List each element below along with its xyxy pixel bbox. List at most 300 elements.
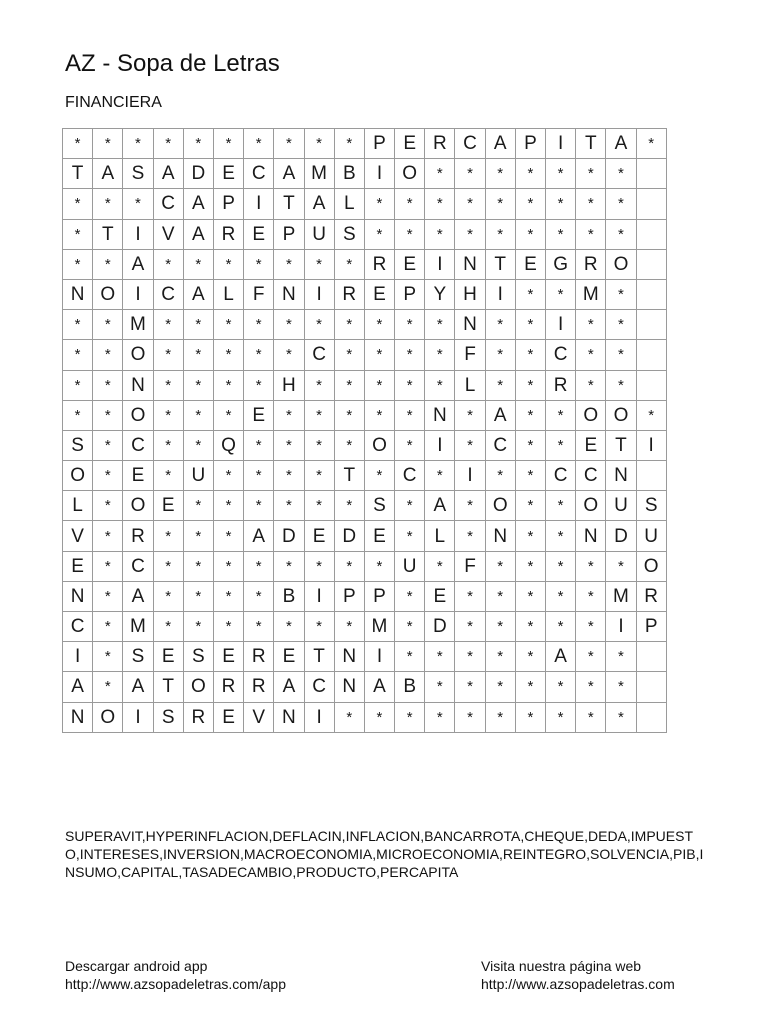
grid-cell[interactable]: I: [606, 612, 636, 642]
grid-cell[interactable]: *: [334, 310, 364, 340]
grid-cell[interactable]: *: [183, 581, 213, 611]
grid-cell[interactable]: *: [395, 430, 425, 460]
grid-cell[interactable]: *: [546, 521, 576, 551]
grid-cell[interactable]: R: [244, 672, 274, 702]
grid-cell[interactable]: [636, 672, 666, 702]
grid-cell[interactable]: *: [93, 642, 123, 672]
grid-cell[interactable]: P: [274, 219, 304, 249]
grid-cell[interactable]: *: [576, 159, 606, 189]
grid-cell[interactable]: *: [153, 249, 183, 279]
grid-cell[interactable]: *: [636, 129, 666, 159]
grid-cell[interactable]: N: [274, 702, 304, 732]
grid-cell[interactable]: M: [304, 159, 334, 189]
grid-cell[interactable]: R: [334, 279, 364, 309]
grid-cell[interactable]: S: [123, 159, 153, 189]
grid-cell[interactable]: F: [455, 551, 485, 581]
grid-cell[interactable]: *: [304, 491, 334, 521]
grid-cell[interactable]: B: [395, 672, 425, 702]
grid-cell[interactable]: I: [304, 581, 334, 611]
grid-cell[interactable]: *: [485, 612, 515, 642]
grid-cell[interactable]: E: [213, 702, 243, 732]
grid-cell[interactable]: *: [606, 219, 636, 249]
grid-cell[interactable]: T: [93, 219, 123, 249]
grid-cell[interactable]: *: [455, 521, 485, 551]
grid-cell[interactable]: *: [395, 612, 425, 642]
grid-cell[interactable]: *: [364, 702, 394, 732]
grid-cell[interactable]: *: [606, 702, 636, 732]
grid-cell[interactable]: C: [153, 279, 183, 309]
grid-cell[interactable]: *: [515, 581, 545, 611]
grid-cell[interactable]: *: [183, 370, 213, 400]
grid-cell[interactable]: *: [153, 430, 183, 460]
grid-cell[interactable]: A: [123, 672, 153, 702]
grid-cell[interactable]: *: [93, 551, 123, 581]
grid-cell[interactable]: *: [395, 702, 425, 732]
grid-cell[interactable]: R: [213, 672, 243, 702]
grid-cell[interactable]: B: [334, 159, 364, 189]
grid-cell[interactable]: *: [274, 551, 304, 581]
grid-cell[interactable]: *: [244, 612, 274, 642]
grid-cell[interactable]: *: [515, 279, 545, 309]
grid-cell[interactable]: *: [183, 340, 213, 370]
grid-cell[interactable]: *: [425, 672, 455, 702]
grid-cell[interactable]: *: [576, 642, 606, 672]
grid-cell[interactable]: *: [425, 189, 455, 219]
grid-cell[interactable]: R: [183, 702, 213, 732]
grid-cell[interactable]: *: [455, 400, 485, 430]
grid-cell[interactable]: A: [606, 129, 636, 159]
grid-cell[interactable]: E: [515, 249, 545, 279]
grid-cell[interactable]: V: [63, 521, 93, 551]
grid-cell[interactable]: *: [183, 491, 213, 521]
grid-cell[interactable]: *: [485, 702, 515, 732]
grid-cell[interactable]: C: [546, 461, 576, 491]
grid-cell[interactable]: A: [304, 189, 334, 219]
grid-cell[interactable]: *: [93, 310, 123, 340]
grid-cell[interactable]: O: [395, 159, 425, 189]
grid-cell[interactable]: O: [183, 672, 213, 702]
grid-cell[interactable]: [636, 642, 666, 672]
grid-cell[interactable]: *: [515, 310, 545, 340]
grid-cell[interactable]: L: [334, 189, 364, 219]
grid-cell[interactable]: *: [425, 159, 455, 189]
grid-cell[interactable]: *: [606, 159, 636, 189]
grid-cell[interactable]: *: [334, 551, 364, 581]
grid-cell[interactable]: O: [63, 461, 93, 491]
grid-cell[interactable]: S: [364, 491, 394, 521]
grid-cell[interactable]: M: [123, 612, 153, 642]
grid-cell[interactable]: *: [334, 702, 364, 732]
grid-cell[interactable]: D: [274, 521, 304, 551]
grid-cell[interactable]: *: [153, 581, 183, 611]
grid-cell[interactable]: O: [576, 400, 606, 430]
grid-cell[interactable]: [636, 159, 666, 189]
grid-cell[interactable]: C: [123, 430, 153, 460]
grid-cell[interactable]: E: [304, 521, 334, 551]
grid-cell[interactable]: *: [93, 189, 123, 219]
grid-cell[interactable]: *: [334, 612, 364, 642]
grid-cell[interactable]: *: [395, 521, 425, 551]
grid-cell[interactable]: *: [606, 672, 636, 702]
grid-cell[interactable]: N: [455, 310, 485, 340]
grid-cell[interactable]: *: [304, 129, 334, 159]
grid-cell[interactable]: *: [455, 189, 485, 219]
grid-cell[interactable]: I: [455, 461, 485, 491]
grid-cell[interactable]: *: [153, 612, 183, 642]
grid-cell[interactable]: *: [304, 461, 334, 491]
grid-cell[interactable]: [636, 461, 666, 491]
grid-cell[interactable]: U: [606, 491, 636, 521]
grid-cell[interactable]: *: [93, 672, 123, 702]
grid-cell[interactable]: [636, 370, 666, 400]
grid-cell[interactable]: *: [455, 581, 485, 611]
grid-cell[interactable]: T: [274, 189, 304, 219]
grid-cell[interactable]: *: [244, 551, 274, 581]
grid-cell[interactable]: *: [546, 491, 576, 521]
grid-cell[interactable]: A: [274, 159, 304, 189]
grid-cell[interactable]: A: [123, 249, 153, 279]
grid-cell[interactable]: A: [183, 219, 213, 249]
grid-cell[interactable]: *: [364, 310, 394, 340]
grid-cell[interactable]: *: [515, 159, 545, 189]
grid-cell[interactable]: A: [183, 189, 213, 219]
grid-cell[interactable]: *: [183, 551, 213, 581]
grid-cell[interactable]: Y: [425, 279, 455, 309]
grid-cell[interactable]: *: [455, 491, 485, 521]
grid-cell[interactable]: D: [425, 612, 455, 642]
grid-cell[interactable]: S: [123, 642, 153, 672]
grid-cell[interactable]: *: [455, 430, 485, 460]
grid-cell[interactable]: V: [244, 702, 274, 732]
grid-cell[interactable]: *: [515, 672, 545, 702]
grid-cell[interactable]: *: [485, 189, 515, 219]
grid-cell[interactable]: N: [455, 249, 485, 279]
grid-cell[interactable]: *: [213, 340, 243, 370]
grid-cell[interactable]: *: [364, 340, 394, 370]
grid-cell[interactable]: E: [153, 642, 183, 672]
grid-cell[interactable]: *: [425, 461, 455, 491]
grid-cell[interactable]: *: [274, 310, 304, 340]
grid-cell[interactable]: *: [244, 491, 274, 521]
grid-cell[interactable]: R: [213, 219, 243, 249]
grid-cell[interactable]: N: [274, 279, 304, 309]
grid-cell[interactable]: *: [93, 581, 123, 611]
grid-cell[interactable]: A: [63, 672, 93, 702]
grid-cell[interactable]: A: [546, 642, 576, 672]
grid-cell[interactable]: *: [576, 370, 606, 400]
grid-cell[interactable]: A: [153, 159, 183, 189]
grid-cell[interactable]: *: [244, 370, 274, 400]
grid-cell[interactable]: *: [274, 340, 304, 370]
grid-cell[interactable]: *: [546, 612, 576, 642]
grid-cell[interactable]: *: [364, 461, 394, 491]
grid-cell[interactable]: F: [455, 340, 485, 370]
grid-cell[interactable]: N: [606, 461, 636, 491]
grid-cell[interactable]: Q: [213, 430, 243, 460]
grid-cell[interactable]: *: [515, 219, 545, 249]
grid-cell[interactable]: *: [93, 461, 123, 491]
grid-cell[interactable]: *: [364, 551, 394, 581]
grid-cell[interactable]: *: [244, 340, 274, 370]
grid-cell[interactable]: *: [546, 551, 576, 581]
grid-cell[interactable]: I: [546, 129, 576, 159]
grid-cell[interactable]: N: [123, 370, 153, 400]
grid-cell[interactable]: *: [153, 310, 183, 340]
grid-cell[interactable]: E: [153, 491, 183, 521]
grid-cell[interactable]: F: [244, 279, 274, 309]
grid-cell[interactable]: *: [425, 642, 455, 672]
grid-cell[interactable]: *: [395, 370, 425, 400]
grid-cell[interactable]: I: [63, 642, 93, 672]
grid-cell[interactable]: *: [546, 430, 576, 460]
grid-cell[interactable]: R: [636, 581, 666, 611]
grid-cell[interactable]: *: [425, 310, 455, 340]
grid-cell[interactable]: [636, 249, 666, 279]
grid-cell[interactable]: O: [485, 491, 515, 521]
grid-cell[interactable]: O: [606, 249, 636, 279]
grid-cell[interactable]: M: [364, 612, 394, 642]
grid-cell[interactable]: *: [576, 219, 606, 249]
grid-cell[interactable]: [636, 702, 666, 732]
grid-cell[interactable]: *: [485, 219, 515, 249]
website-url[interactable]: http://www.azsopadeletras.com: [481, 976, 675, 992]
grid-cell[interactable]: B: [274, 581, 304, 611]
grid-cell[interactable]: N: [63, 702, 93, 732]
grid-cell[interactable]: A: [274, 672, 304, 702]
grid-cell[interactable]: M: [123, 310, 153, 340]
grid-cell[interactable]: *: [606, 340, 636, 370]
grid-cell[interactable]: *: [334, 340, 364, 370]
grid-cell[interactable]: I: [123, 279, 153, 309]
grid-cell[interactable]: E: [274, 642, 304, 672]
grid-cell[interactable]: *: [546, 672, 576, 702]
grid-cell[interactable]: *: [395, 642, 425, 672]
grid-cell[interactable]: *: [395, 340, 425, 370]
grid-cell[interactable]: R: [576, 249, 606, 279]
grid-cell[interactable]: C: [576, 461, 606, 491]
grid-cell[interactable]: L: [425, 521, 455, 551]
grid-cell[interactable]: L: [213, 279, 243, 309]
grid-cell[interactable]: *: [425, 702, 455, 732]
grid-cell[interactable]: *: [515, 430, 545, 460]
grid-cell[interactable]: *: [395, 400, 425, 430]
grid-cell[interactable]: P: [364, 581, 394, 611]
grid-cell[interactable]: *: [515, 642, 545, 672]
grid-cell[interactable]: D: [183, 159, 213, 189]
grid-cell[interactable]: V: [153, 219, 183, 249]
grid-cell[interactable]: H: [274, 370, 304, 400]
grid-cell[interactable]: *: [93, 340, 123, 370]
grid-cell[interactable]: *: [93, 612, 123, 642]
grid-cell[interactable]: *: [213, 400, 243, 430]
grid-cell[interactable]: *: [244, 129, 274, 159]
grid-cell[interactable]: *: [606, 310, 636, 340]
grid-cell[interactable]: I: [244, 189, 274, 219]
grid-cell[interactable]: *: [485, 642, 515, 672]
grid-cell[interactable]: A: [93, 159, 123, 189]
grid-cell[interactable]: *: [515, 461, 545, 491]
grid-cell[interactable]: *: [304, 249, 334, 279]
grid-cell[interactable]: U: [395, 551, 425, 581]
grid-cell[interactable]: *: [213, 129, 243, 159]
grid-cell[interactable]: *: [515, 521, 545, 551]
grid-cell[interactable]: *: [213, 581, 243, 611]
grid-cell[interactable]: C: [455, 129, 485, 159]
grid-cell[interactable]: *: [395, 219, 425, 249]
grid-cell[interactable]: M: [576, 279, 606, 309]
grid-cell[interactable]: E: [364, 279, 394, 309]
grid-cell[interactable]: I: [364, 159, 394, 189]
grid-cell[interactable]: *: [153, 129, 183, 159]
grid-cell[interactable]: *: [485, 551, 515, 581]
grid-cell[interactable]: *: [576, 581, 606, 611]
grid-cell[interactable]: *: [153, 400, 183, 430]
grid-cell[interactable]: C: [304, 672, 334, 702]
grid-cell[interactable]: *: [395, 310, 425, 340]
grid-cell[interactable]: G: [546, 249, 576, 279]
grid-cell[interactable]: C: [304, 340, 334, 370]
grid-cell[interactable]: T: [485, 249, 515, 279]
grid-cell[interactable]: *: [304, 310, 334, 340]
grid-cell[interactable]: *: [485, 581, 515, 611]
grid-cell[interactable]: T: [334, 461, 364, 491]
grid-cell[interactable]: *: [274, 129, 304, 159]
grid-cell[interactable]: C: [153, 189, 183, 219]
grid-cell[interactable]: *: [576, 551, 606, 581]
grid-cell[interactable]: E: [364, 521, 394, 551]
grid-cell[interactable]: *: [546, 279, 576, 309]
grid-cell[interactable]: T: [606, 430, 636, 460]
grid-cell[interactable]: R: [425, 129, 455, 159]
grid-cell[interactable]: S: [334, 219, 364, 249]
grid-cell[interactable]: *: [63, 219, 93, 249]
grid-cell[interactable]: *: [334, 129, 364, 159]
grid-cell[interactable]: I: [304, 702, 334, 732]
grid-cell[interactable]: N: [334, 642, 364, 672]
grid-cell[interactable]: A: [183, 279, 213, 309]
grid-cell[interactable]: *: [153, 461, 183, 491]
grid-cell[interactable]: C: [123, 551, 153, 581]
grid-cell[interactable]: C: [244, 159, 274, 189]
grid-cell[interactable]: I: [123, 702, 153, 732]
grid-cell[interactable]: *: [93, 370, 123, 400]
grid-cell[interactable]: *: [364, 219, 394, 249]
grid-cell[interactable]: *: [213, 310, 243, 340]
grid-cell[interactable]: *: [153, 521, 183, 551]
grid-cell[interactable]: E: [213, 159, 243, 189]
grid-cell[interactable]: P: [636, 612, 666, 642]
grid-cell[interactable]: P: [364, 129, 394, 159]
grid-cell[interactable]: *: [93, 400, 123, 430]
grid-cell[interactable]: *: [63, 400, 93, 430]
grid-cell[interactable]: *: [244, 461, 274, 491]
grid-cell[interactable]: *: [485, 370, 515, 400]
grid-cell[interactable]: P: [395, 279, 425, 309]
grid-cell[interactable]: *: [515, 340, 545, 370]
grid-cell[interactable]: *: [576, 340, 606, 370]
grid-cell[interactable]: N: [576, 521, 606, 551]
app-download-url[interactable]: http://www.azsopadeletras.com/app: [65, 976, 287, 992]
grid-cell[interactable]: *: [576, 672, 606, 702]
grid-cell[interactable]: *: [485, 340, 515, 370]
grid-cell[interactable]: *: [153, 551, 183, 581]
grid-cell[interactable]: *: [274, 400, 304, 430]
grid-cell[interactable]: H: [455, 279, 485, 309]
grid-cell[interactable]: L: [455, 370, 485, 400]
grid-cell[interactable]: E: [63, 551, 93, 581]
grid-cell[interactable]: *: [63, 370, 93, 400]
grid-cell[interactable]: D: [334, 521, 364, 551]
grid-cell[interactable]: E: [123, 461, 153, 491]
grid-cell[interactable]: E: [244, 400, 274, 430]
grid-cell[interactable]: *: [546, 400, 576, 430]
grid-cell[interactable]: P: [334, 581, 364, 611]
grid-cell[interactable]: E: [244, 219, 274, 249]
grid-cell[interactable]: *: [304, 400, 334, 430]
grid-cell[interactable]: *: [334, 370, 364, 400]
grid-cell[interactable]: *: [274, 491, 304, 521]
grid-cell[interactable]: I: [636, 430, 666, 460]
grid-cell[interactable]: *: [63, 340, 93, 370]
grid-cell[interactable]: T: [153, 672, 183, 702]
grid-cell[interactable]: *: [515, 491, 545, 521]
grid-cell[interactable]: *: [606, 551, 636, 581]
grid-cell[interactable]: *: [304, 551, 334, 581]
grid-cell[interactable]: *: [455, 702, 485, 732]
grid-cell[interactable]: O: [123, 340, 153, 370]
grid-cell[interactable]: *: [183, 612, 213, 642]
grid-cell[interactable]: O: [636, 551, 666, 581]
grid-cell[interactable]: *: [213, 521, 243, 551]
grid-cell[interactable]: R: [364, 249, 394, 279]
grid-cell[interactable]: U: [183, 461, 213, 491]
grid-cell[interactable]: *: [546, 189, 576, 219]
grid-cell[interactable]: *: [515, 612, 545, 642]
grid-cell[interactable]: U: [636, 521, 666, 551]
grid-cell[interactable]: *: [636, 400, 666, 430]
grid-cell[interactable]: *: [364, 400, 394, 430]
grid-cell[interactable]: E: [395, 249, 425, 279]
grid-cell[interactable]: *: [93, 249, 123, 279]
grid-cell[interactable]: *: [213, 370, 243, 400]
grid-cell[interactable]: T: [576, 129, 606, 159]
grid-cell[interactable]: C: [63, 612, 93, 642]
grid-cell[interactable]: *: [546, 581, 576, 611]
grid-cell[interactable]: C: [395, 461, 425, 491]
grid-cell[interactable]: T: [304, 642, 334, 672]
grid-cell[interactable]: *: [93, 491, 123, 521]
grid-cell[interactable]: I: [425, 249, 455, 279]
grid-cell[interactable]: R: [244, 642, 274, 672]
grid-cell[interactable]: *: [183, 310, 213, 340]
grid-cell[interactable]: *: [213, 491, 243, 521]
grid-cell[interactable]: *: [576, 310, 606, 340]
grid-cell[interactable]: *: [213, 612, 243, 642]
grid-cell[interactable]: A: [244, 521, 274, 551]
grid-cell[interactable]: *: [123, 129, 153, 159]
grid-cell[interactable]: *: [455, 672, 485, 702]
grid-cell[interactable]: *: [334, 491, 364, 521]
grid-cell[interactable]: *: [546, 219, 576, 249]
grid-cell[interactable]: *: [213, 249, 243, 279]
grid-cell[interactable]: C: [485, 430, 515, 460]
grid-cell[interactable]: *: [274, 612, 304, 642]
grid-cell[interactable]: *: [123, 189, 153, 219]
grid-cell[interactable]: A: [485, 400, 515, 430]
grid-cell[interactable]: *: [153, 340, 183, 370]
grid-cell[interactable]: I: [425, 430, 455, 460]
grid-cell[interactable]: *: [485, 310, 515, 340]
